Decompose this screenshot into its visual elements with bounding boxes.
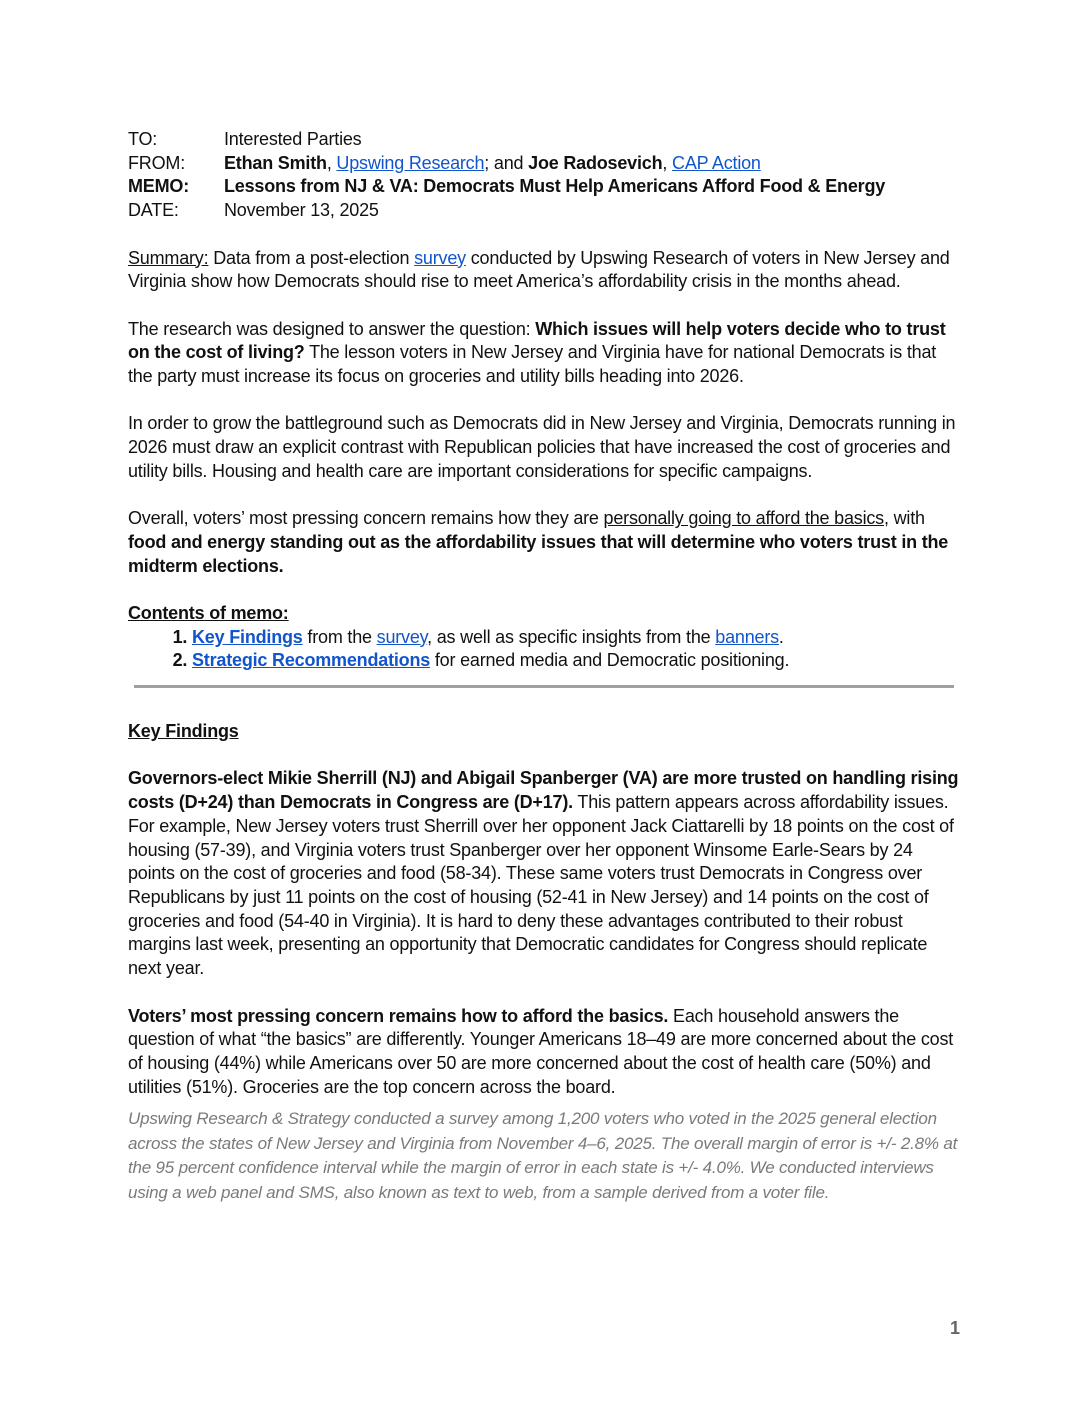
concern-paragraph xyxy=(128,507,962,578)
banners-link[interactable]: banners xyxy=(715,626,779,647)
memo-label: MEMO: xyxy=(128,176,189,197)
key-findings-heading: Key Findings xyxy=(128,721,239,742)
date-row xyxy=(128,199,962,223)
upswing-research-link[interactable]: Upswing Research xyxy=(336,152,485,173)
text: Data from a post-election xyxy=(208,247,415,268)
memo-page xyxy=(128,128,962,1205)
text: The research was designed to answer the question: xyxy=(128,318,536,339)
underlined-text: personally going to afford the basics, xyxy=(603,508,889,529)
contents-heading: Contents of memo: xyxy=(128,602,289,623)
author-2: Joe Radosevich xyxy=(528,152,663,173)
to-label: TO: xyxy=(128,129,158,149)
finding-2 xyxy=(128,1005,962,1100)
to-row xyxy=(128,128,962,152)
research-question-paragraph xyxy=(128,318,962,389)
to-value: Interested Parties xyxy=(224,129,362,149)
contents-item xyxy=(192,649,962,673)
finding-2-body: Each household answers the question of what “the basics” are differently. Younger Americans 18–49 are more concerned about the cost of housing (44%) while Americans over 50 are more concerned about the cost of health care (50%) and utilities (51%). Groceries are the top concern across the board. xyxy=(128,1005,954,1097)
author-1: Ethan Smith xyxy=(224,152,327,173)
text: Overall, voters’ most pressing concern remains how they are xyxy=(128,508,604,529)
text: The lesson voters in New Jersey and Virginia have for national Democrats is that the party must increase its focus on groceries and utility bills heading into 2026. xyxy=(128,342,937,386)
memo-title: Lessons from NJ & VA: Democrats Must Help Americans Afford Food & Energy xyxy=(224,176,886,197)
cap-action-link[interactable]: CAP Action xyxy=(672,152,761,173)
methodology-note: Upswing Research & Strategy conducted a survey among 1,200 voters who voted in the 2025 general election across the states of New Jersey and Virginia from November 4–6, 2025. The overall margin of error is +/- 2.8% at the 95 percent confidence interval while the margin of error in each state is +/- 4.0%. We conducted interviews using a web panel and SMS, also known as text to web, from a sample derived from a voter file. xyxy=(128,1109,958,1202)
from-row xyxy=(128,152,962,176)
separator: ; and xyxy=(484,152,529,173)
research-question: Which issues will help voters decide who to trust on the cost of living? xyxy=(128,318,946,363)
from-label: FROM: xyxy=(128,152,185,173)
memo-header xyxy=(128,128,962,223)
date-label: DATE: xyxy=(128,200,179,221)
text: with xyxy=(888,508,925,529)
survey-link-2[interactable]: survey xyxy=(376,626,428,647)
text: conducted by Upswing Research of voters in New Jersey and Virginia show how Democrats should rise to meet America’s affordability crisis in the months ahead. xyxy=(128,247,950,292)
strategic-recommendations-link[interactable]: Strategic Recommendations xyxy=(192,650,431,671)
memo-row xyxy=(128,175,962,199)
survey-link[interactable]: survey xyxy=(414,247,466,268)
finding-1 xyxy=(128,767,962,980)
separator: , xyxy=(662,152,673,173)
summary-paragraph xyxy=(128,247,962,294)
contents-item xyxy=(192,626,962,650)
finding-1-headline: Governors-elect Mikie Sherrill (NJ) and Abigail Spanberger (VA) are more trusted on handling rising costs (D+24) than Democrats in Congress are (D+17). xyxy=(128,768,959,813)
key-findings-link[interactable]: Key Findings xyxy=(192,626,303,647)
contents-list xyxy=(128,626,962,673)
bold-text: food and energy standing out as the affordability issues that will determine who voters trust in the midterm elections. xyxy=(128,531,949,576)
separator: , xyxy=(326,152,337,173)
finding-1-body: This pattern appears across affordability issues. For example, New Jersey voters trust Sherrill over her opponent Jack Ciattarelli by 18 points on the cost of housing (57-39), and Virginia voters trust Spanberger over her opponent Winsome Earle-Sears by 24 points on the cost of groceries and food (58-34). These same voters trust Democrats in Congress over Republicans by just 11 points on the cost of housing (52-41 in New Jersey) and 14 points on the cost of groceries and food (54-40 in Virginia). It is hard to deny these advantages contributed to their robust margins last week, presenting an opportunity that Democratic candidates for Congress should replicate next year. xyxy=(128,792,954,979)
battleground-paragraph: In order to grow the battleground such as Democrats did in New Jersey and Virginia, Democrats running in 2026 must draw an explicit contrast with Republican policies that have increased the cost of groceries and utility bills. Housing and health care are important considerations for specific campaigns. xyxy=(128,413,956,481)
text: from the xyxy=(302,626,377,647)
page-number: 1 xyxy=(949,1318,960,1338)
text: for earned media and Democratic positioning. xyxy=(430,650,790,671)
text: , as well as specific insights from the xyxy=(427,626,716,647)
summary-label: Summary: xyxy=(128,247,209,268)
date-value: November 13, 2025 xyxy=(224,200,379,221)
text: . xyxy=(778,626,784,647)
finding-2-headline: Voters’ most pressing concern remains how to afford the basics. xyxy=(128,1005,669,1026)
